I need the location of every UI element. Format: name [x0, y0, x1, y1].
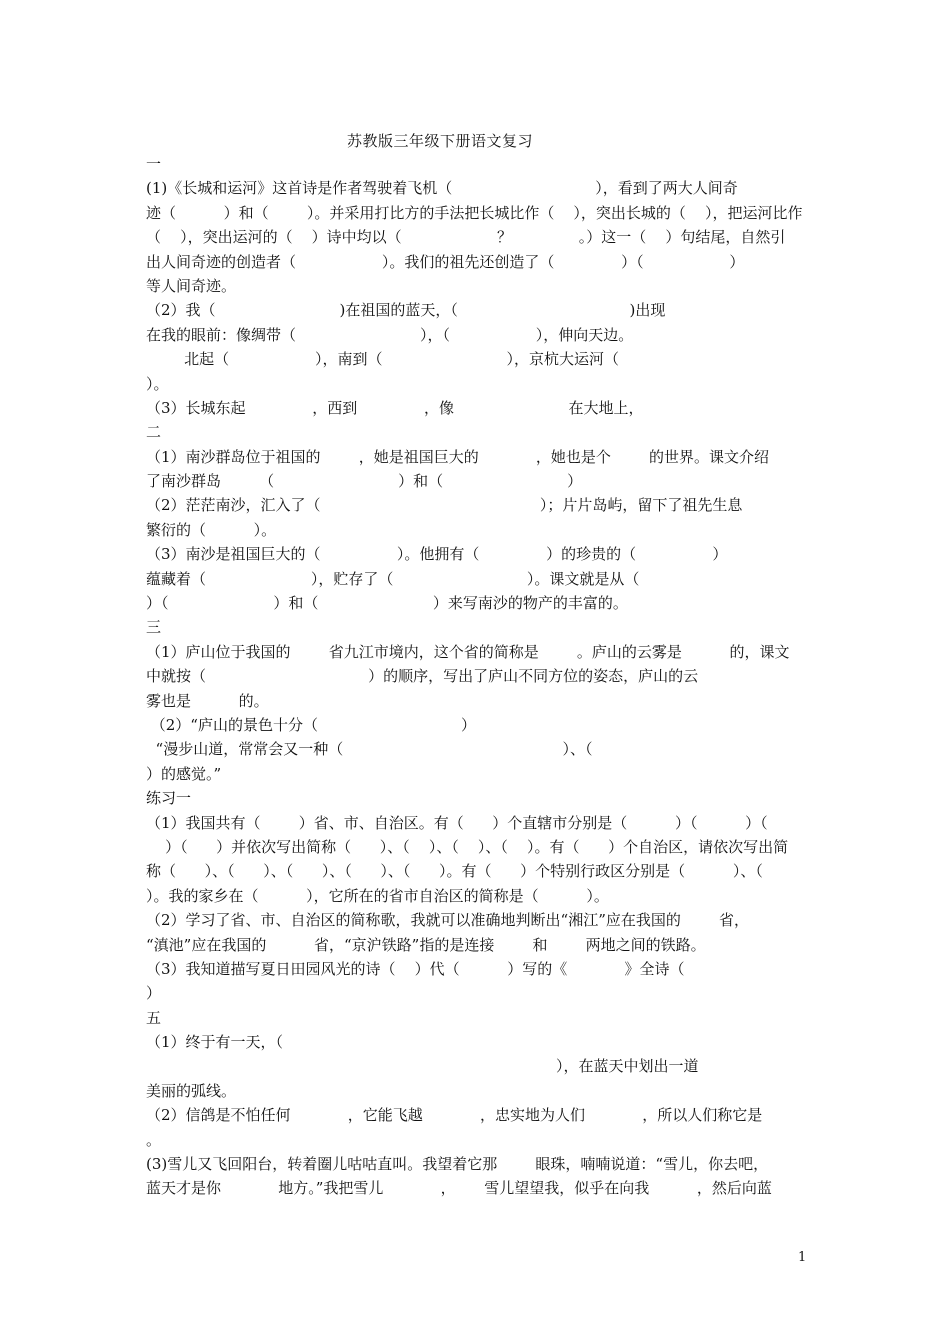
text-line: 二 [146, 423, 162, 442]
text-line: 等人间奇迹。 [146, 276, 237, 295]
text-line: 三 [146, 618, 162, 637]
text-line: 练习一 [146, 789, 192, 808]
page-number: 1 [798, 1250, 807, 1265]
text-line: （1）庐山位于我国的 省九江市境内，这个省的简称是 。庐山的云雾是 的，课文 [146, 642, 790, 661]
text-line: （2）茫茫南沙，汇入了（ ）；片片岛屿，留下了祖先生息 [146, 496, 743, 515]
text-line: 在我的眼前：像绸带（ ），（ ），伸向天边。 [146, 325, 634, 344]
text-line: （1）我国共有（ ）省、市、自治区。有（ ）个直辖市分别是（ ）（ ）（ [146, 813, 768, 832]
text-line: （2）信鸽是不怕任何 ，它能飞越 ，忠实地为人们 ，所以人们称它是 [146, 1106, 763, 1125]
text-line: 。 [146, 1130, 162, 1149]
text-line: （3）南沙是祖国巨大的（ ）。他拥有（ ）的珍贵的（ ） [146, 545, 728, 564]
text-line: 蓝天才是你 地方。”我把雪儿 ， 雪儿望望我，似乎在向我 ，然后向蓝 [146, 1179, 772, 1198]
text-line: 蕴藏着（ ），贮存了（ ）。课文就是从（ [146, 569, 640, 588]
text-line: 雾也是 的。 [146, 691, 269, 710]
text-line: （3）长城东起 ，西到 ，像 在大地上， [146, 398, 644, 417]
text-line: （2）我（ )在祖国的蓝天，（ )出现 [146, 301, 666, 320]
text-line: “滇池”应在我国的 省，“京沪铁路”指的是连接 和 两地之间的铁路。 [146, 935, 706, 954]
text-line: 中就按（ ）的顺序，写出了庐山不同方位的姿态，庐山的云 [146, 667, 699, 686]
text-line: ）（ ）和（ ）来写南沙的物产的丰富的。 [146, 594, 628, 613]
text-line: ）（ ）并依次写出简称（ ）、（ ）、（ ）、（ ）。有（ ）个自治区，请依次写出简 [146, 837, 789, 856]
text-line: （2）学习了省、市、自治区的简称歌，我就可以准确地判断出“湘江”应在我国的 省， [146, 911, 750, 930]
text-line: “漫步山道，常常会又一种（ ）、（ [146, 740, 593, 759]
text-line: 繁衍的（ ）。 [146, 520, 277, 539]
text-line: （2）“庐山的景色十分（ ） [146, 715, 477, 734]
text-line: 五 [146, 1008, 162, 1027]
text-line: （1）南沙群岛位于祖国的 ，她是祖国巨大的 ，她也是个 的世界。课文介绍 [146, 447, 770, 466]
text-line: (3)雪儿又飞回阳台，转着圈儿咕咕直叫。我望着它那 眼珠，喃喃说道：“雪儿，你去吧， [146, 1155, 769, 1174]
text-line: 了南沙群岛 （ ）和（ ） [146, 472, 583, 491]
text-line: 迹（ ）和（ ）。并采用打比方的手法把长城比作（ ），突出长城的（ ），把运河比作 [146, 203, 803, 222]
text-line: ） [146, 984, 162, 1003]
text-line: (1)《长城和运河》这首诗是作者驾驶着飞机（ ），看到了两大人间奇 [146, 179, 738, 198]
text-line: 北起（ ），南到（ ），京杭大运河（ [146, 350, 619, 369]
text-line: （ ），突出运河的（ ）诗中均以（ ？ 。）这一（ ）句结尾，自然引 [146, 228, 786, 247]
text-line: 美丽的弧线。 [146, 1081, 237, 1100]
text-line: ）的感觉。” [146, 764, 222, 783]
text-line: ）。我的家乡在（ ），它所在的省市自治区的简称是（ ）。 [146, 886, 609, 905]
document-title: 苏教版三年级下册语文复习 [347, 132, 534, 150]
document-body [146, 152, 806, 1201]
text-line: 称（ ）、（ ）、（ ）、（ ）、（ ）。有（ ）个特别行政区分别是（ ）、（ [146, 862, 763, 881]
text-line: ）。 [146, 374, 169, 393]
text-line: （3）我知道描写夏日田园风光的诗（ ）代（ ）写的《 》全诗（ [146, 959, 685, 978]
text-line: （1）终于有一天，（ [146, 1033, 284, 1052]
text-line: ），在蓝天中划出一道 [146, 1057, 699, 1076]
text-line: 出人间奇迹的创造者（ ）。我们的祖先还创造了（ ）（ ） [146, 252, 745, 271]
text-line: 一 [146, 155, 162, 173]
